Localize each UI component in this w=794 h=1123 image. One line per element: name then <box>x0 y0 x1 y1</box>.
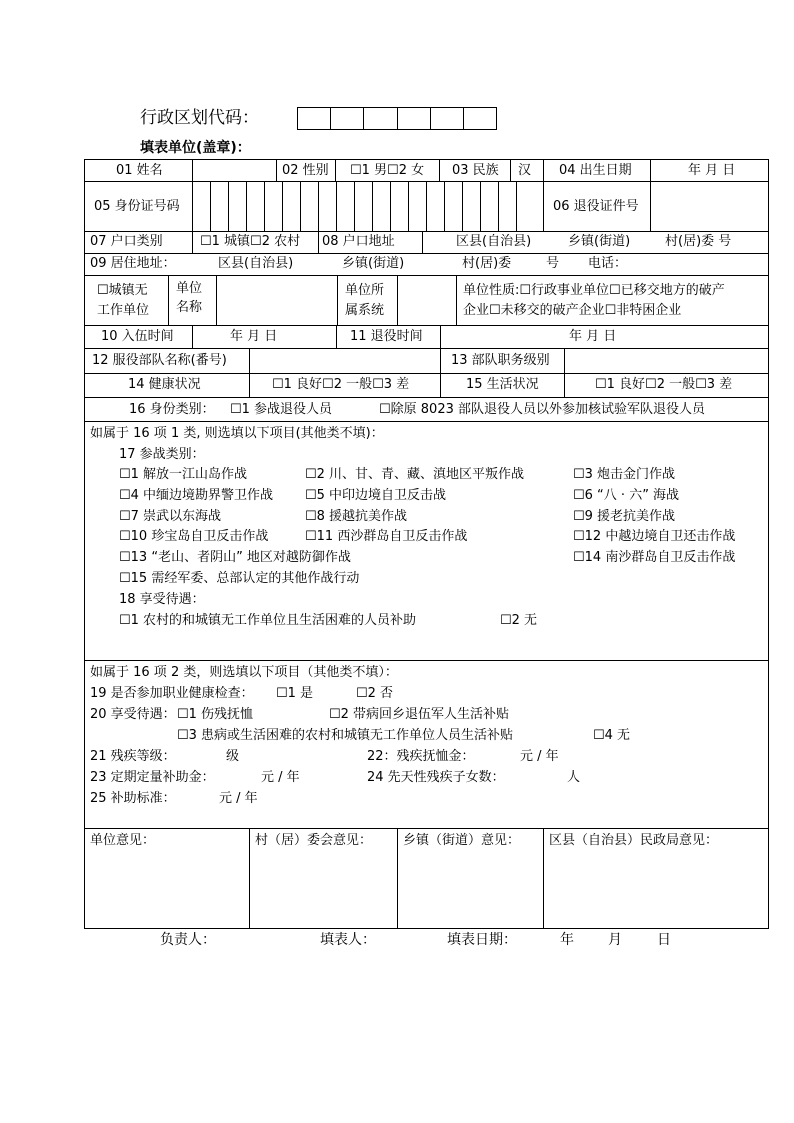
battle-option[interactable]: ☐15 需经军委、总部认定的其他作战行动 <box>119 571 360 586</box>
id-label: 05 身份证号码 <box>94 199 180 214</box>
residence-county: 区县(自治县) <box>218 256 294 271</box>
enlist-label: 10 入伍时间 <box>101 329 174 344</box>
enlist-value: 年 月 日 <box>230 329 278 344</box>
battle-option[interactable]: ☐14 南沙群岛自卫反击作战 <box>573 550 736 565</box>
identity-option-2[interactable]: ☐除原 8023 部队退役人员以外参加核试验军队退役人员 <box>379 402 706 417</box>
retire-value: 年 月 日 <box>569 329 617 344</box>
retire-cert-label: 06 退役证件号 <box>553 199 639 214</box>
code-box[interactable] <box>364 108 397 129</box>
identity-option-1[interactable]: ☐1 参战退役人员 <box>230 402 333 417</box>
q25-unit: 元 / 年 <box>219 791 258 806</box>
identity-label: 16 身份类别： <box>129 402 215 417</box>
hukou-type-options[interactable]: ☐1 城镇☐2 农村 <box>200 234 301 249</box>
hukou-type-label: 07 户口类别 <box>90 234 163 249</box>
hukou-addr-label: 08 户口地址 <box>322 234 395 249</box>
battle-type-label: 17 参战类别： <box>119 447 205 462</box>
birth-label: 04 出生日期 <box>559 163 632 178</box>
ethnic-label: 03 民族 <box>452 163 499 178</box>
residence-number: 号 <box>546 256 560 271</box>
hukou-village: 村(居)委 号 <box>665 234 732 249</box>
q20-option-2[interactable]: ☐2 带病回乡退伍军人生活补贴 <box>329 707 510 722</box>
leader-label: 负责人： <box>160 932 216 948</box>
town-opinion-label: 乡镇（街道）意见： <box>403 833 521 848</box>
hukou-town: 乡镇(街道) <box>568 234 631 249</box>
county-opinion-label: 区县（自治县）民政局意见： <box>549 833 719 848</box>
health-options[interactable]: ☐1 良好☐2 一般☐3 差 <box>272 377 410 392</box>
unit-opinion-label: 单位意见： <box>90 833 156 848</box>
health-label: 14 健康状况 <box>128 377 201 392</box>
q24-unit: 人 <box>567 770 581 785</box>
battle-option[interactable]: ☐12 中越边境自卫还击作战 <box>573 529 736 544</box>
battle-option[interactable]: ☐11 西沙群岛自卫反击作战 <box>305 529 468 544</box>
section1-intro: 如属于 16 项 1 类, 则选填以下项目(其他类不填)： <box>90 426 384 441</box>
battle-option[interactable]: ☐5 中印边境自卫反击战 <box>305 488 447 503</box>
battle-option[interactable]: ☐9 援老抗美作战 <box>573 509 676 524</box>
battle-option[interactable]: ☐7 崇武以东海战 <box>119 509 222 524</box>
q21-unit: 级 <box>226 749 240 764</box>
ethnic-value: 汉 <box>518 163 532 178</box>
battle-option[interactable]: ☐8 援越抗美作战 <box>305 509 408 524</box>
rank-label: 13 部队职务级别 <box>451 353 550 368</box>
q20-option-1[interactable]: ☐1 伤残抚恤 <box>177 707 254 722</box>
residence-town: 乡镇(街道) <box>342 256 405 271</box>
gender-label: 02 性别 <box>282 163 329 178</box>
unit-nature-options[interactable]: 单位性质:☐行政事业单位☐已移交地方的破产 <box>463 283 725 298</box>
treatment-option-1[interactable]: ☐1 农村的和城镇无工作单位且生活困难的人员补助 <box>119 613 417 628</box>
admin-code-boxes[interactable] <box>297 107 497 130</box>
battle-option[interactable]: ☐3 炮击金门作战 <box>573 467 676 482</box>
code-box[interactable] <box>298 108 331 129</box>
date-day: 日 <box>657 932 671 948</box>
battle-option[interactable]: ☐13 “老山、者阴山” 地区对越防御作战 <box>119 550 351 565</box>
code-box[interactable] <box>431 108 464 129</box>
unit-system-label-2: 属系统 <box>345 303 385 318</box>
name-label: 01 姓名 <box>116 163 163 178</box>
no-unit-label: 工作单位 <box>97 303 150 318</box>
unit-nature-options-2[interactable]: 企业☐未移交的破产企业☐非特困企业 <box>463 303 682 318</box>
date-year: 年 <box>560 932 574 948</box>
residence-label: 09 居住地址： <box>90 256 176 271</box>
q23-unit: 元 / 年 <box>261 770 300 785</box>
q22-label: 22：残疾抚恤金： <box>367 749 475 764</box>
q22-unit: 元 / 年 <box>520 749 559 764</box>
code-box[interactable] <box>464 108 496 129</box>
q20-label: 20 享受待遇： <box>90 707 176 722</box>
phone-label: 电话： <box>588 256 628 271</box>
date-label: 填表日期： <box>447 932 517 948</box>
q19-no[interactable]: ☐2 否 <box>356 686 394 701</box>
q20-option-3[interactable]: ☐3 患病或生活困难的农村和城镇无工作单位人员生活补贴 <box>177 728 514 743</box>
battle-option[interactable]: ☐2 川、甘、青、藏、滇地区平叛作战 <box>305 467 525 482</box>
gender-options[interactable]: ☐1 男☐2 女 <box>350 163 425 178</box>
retire-label: 11 退役时间 <box>350 329 423 344</box>
code-box[interactable] <box>331 108 364 129</box>
battle-option[interactable]: ☐10 珍宝岛自卫反击作战 <box>119 529 269 544</box>
q24-label: 24 先天性残疾子女数： <box>367 770 505 785</box>
q19-yes[interactable]: ☐1 是 <box>276 686 314 701</box>
q23-label: 23 定期定量补助金： <box>90 770 215 785</box>
life-label: 15 生活状况 <box>466 377 539 392</box>
code-box[interactable] <box>398 108 431 129</box>
unit-label: 填表单位(盖章)： <box>140 140 251 156</box>
residence-village: 村(居)委 <box>462 256 512 271</box>
village-opinion-label: 村（居）委会意见： <box>255 833 373 848</box>
battle-option[interactable]: ☐6 “八 · 六” 海战 <box>573 488 680 503</box>
date-month: 月 <box>608 932 622 948</box>
q21-label: 21 残疾等级： <box>90 749 176 764</box>
hukou-county: 区县(自治县) <box>456 234 532 249</box>
treatment-label: 18 享受待遇： <box>119 592 205 607</box>
section2-intro: 如属于 16 项 2 类，则选填以下项目（其他类不填）： <box>90 665 398 680</box>
q19-label: 19 是否参加职业健康检查： <box>90 686 254 701</box>
unit-system-label: 单位所 <box>345 283 385 298</box>
birth-value: 年 月 日 <box>688 163 736 178</box>
battle-option[interactable]: ☐1 解放一江山岛作战 <box>119 467 248 482</box>
q25-label: 25 补助标准： <box>90 791 176 806</box>
unit-name-label: 单位 <box>176 281 203 296</box>
life-options[interactable]: ☐1 良好☐2 一般☐3 差 <box>595 377 733 392</box>
admin-code-label: 行政区划代码： <box>140 108 259 128</box>
unit-name-label-2: 名称 <box>176 300 203 315</box>
battle-option[interactable]: ☐4 中缅边境勘界警卫作战 <box>119 488 274 503</box>
treatment-option-2[interactable]: ☐2 无 <box>500 613 538 628</box>
filler-label: 填表人： <box>320 932 376 948</box>
troop-label: 12 服役部队名称(番号) <box>92 353 227 368</box>
no-unit-checkbox[interactable]: ☐城镇无 <box>97 283 148 298</box>
q20-option-4[interactable]: ☐4 无 <box>593 728 631 743</box>
